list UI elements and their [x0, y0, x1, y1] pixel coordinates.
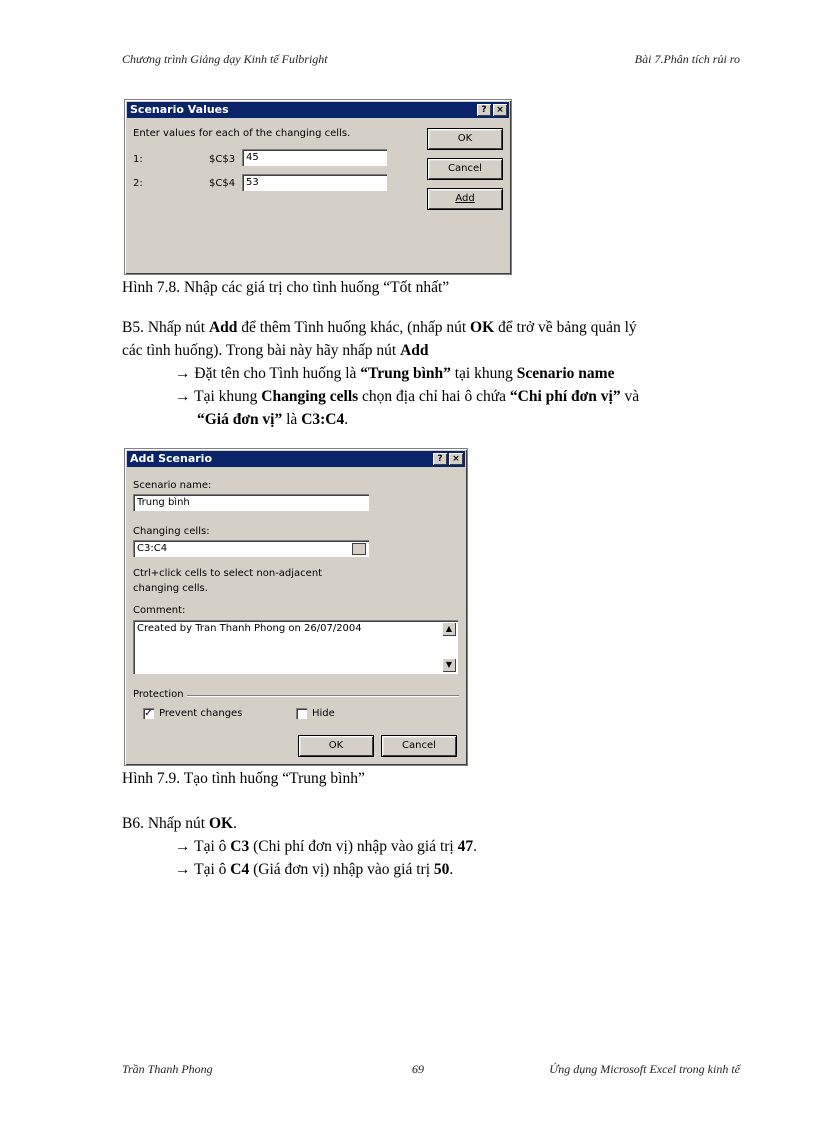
text-bold: C4 — [230, 861, 250, 878]
text: Tại khung — [194, 388, 262, 405]
hide-label: Hide — [312, 708, 335, 719]
scroll-down-icon[interactable]: ▼ — [442, 658, 456, 672]
header-left: Chương trình Giảng dạy Kinh tế Fulbright — [122, 52, 328, 66]
changing-cells-input[interactable] — [133, 540, 369, 557]
page-number: 69 — [412, 1062, 424, 1076]
b6-bullet-2 — [175, 859, 453, 881]
text: Tại ô — [194, 838, 231, 855]
text-bold: C3 — [230, 838, 250, 855]
figure-caption-2: Hình 7.9. Tạo tình huống “Trung bình” — [122, 770, 365, 787]
ok-button[interactable]: OK — [298, 735, 374, 757]
prevent-changes-label: Prevent changes — [159, 708, 243, 719]
text: . — [449, 861, 454, 878]
hide-checkbox[interactable] — [296, 708, 307, 719]
text-bold: OK — [208, 815, 234, 832]
text-bold: 50 — [433, 861, 450, 878]
arrow-icon: → — [175, 388, 191, 405]
changing-cells-label: Changing cells: — [133, 526, 210, 537]
text-bold: Scenario name — [516, 365, 615, 382]
text: và — [620, 388, 640, 405]
add-button[interactable]: Add — [427, 188, 503, 210]
text: để thêm Tình huống khác, (nhấp nút — [237, 319, 471, 336]
text: Đặt tên cho Tình huống là — [194, 365, 361, 382]
scroll-up-icon[interactable]: ▲ — [442, 622, 456, 636]
dialog-titlebar — [127, 451, 465, 467]
value-input-1[interactable]: 45 — [242, 149, 387, 166]
text-bold: “Trung bình” — [360, 365, 451, 382]
text: B6. Nhấp nút — [122, 815, 209, 832]
scenario-values-dialog — [124, 99, 512, 275]
hint-line-2: changing cells. — [133, 583, 208, 594]
help-icon[interactable]: ? — [433, 453, 447, 465]
row-cell-2: $C$4 — [209, 178, 236, 189]
text: tại khung — [450, 365, 517, 382]
b5-line-2 — [122, 340, 429, 362]
comment-value: Created by Tran Thanh Phong on 26/07/2004 — [137, 623, 362, 634]
value-input-2[interactable]: 53 — [242, 174, 387, 191]
scenario-name-input[interactable]: Trung bình — [133, 494, 369, 511]
add-scenario-dialog — [124, 448, 468, 766]
group-divider — [187, 695, 459, 697]
scenario-name-label: Scenario name: — [133, 480, 212, 491]
footer-left: Trần Thanh Phong — [122, 1062, 213, 1076]
row-index-1: 1: — [133, 154, 143, 165]
text-bold: Add — [208, 319, 238, 336]
arrow-icon: → — [175, 838, 191, 855]
text-bold: 47 — [457, 838, 474, 855]
dialog-title: Scenario Values — [130, 103, 229, 116]
text: (Chi phí đơn vị) nhập vào giá trị — [249, 838, 458, 855]
text: B5. Nhấp nút — [122, 319, 209, 336]
row-index-2: 2: — [133, 178, 143, 189]
b5-bullet-2-cont — [197, 409, 348, 431]
dialog-titlebar — [127, 102, 509, 118]
text: . — [233, 815, 237, 832]
b5-bullet-1 — [175, 363, 614, 385]
instruction-text: Enter values for each of the changing cells. — [133, 128, 351, 139]
cancel-button[interactable]: Cancel — [427, 158, 503, 180]
cancel-button[interactable]: Cancel — [381, 735, 457, 757]
row-cell-1: $C$3 — [209, 154, 236, 165]
arrow-icon: → — [175, 365, 191, 382]
header-right: Bài 7.Phân tích rủi ro — [634, 52, 740, 66]
text: là — [282, 411, 302, 428]
comment-label: Comment: — [133, 605, 186, 616]
text: . — [473, 838, 477, 855]
protection-label: Protection — [133, 689, 184, 700]
b6-paragraph — [122, 813, 237, 835]
text-bold: OK — [470, 319, 495, 336]
text: (Giá đơn vị) nhập vào giá trị — [249, 861, 434, 878]
text-bold: “Giá đơn vị” — [197, 411, 283, 428]
text: các tình huống). Trong bài này hãy nhấp nút — [122, 342, 401, 359]
changing-cells-value: C3:C4 — [137, 543, 168, 554]
b6-bullet-1 — [175, 836, 477, 858]
ok-button[interactable]: OK — [427, 128, 503, 150]
collapse-dialog-icon[interactable] — [352, 543, 366, 555]
close-icon[interactable]: × — [449, 453, 463, 465]
b5-paragraph — [122, 317, 742, 339]
text-bold: “Chi phí đơn vị” — [509, 388, 621, 405]
arrow-icon: → — [175, 861, 191, 878]
figure-caption-1: Hình 7.8. Nhập các giá trị cho tình huống “Tốt nhất” — [122, 279, 450, 296]
text: Tại ô — [194, 861, 231, 878]
help-icon[interactable]: ? — [477, 104, 491, 116]
text-bold: Changing cells — [261, 388, 359, 405]
prevent-changes-checkbox[interactable]: ✓ — [144, 708, 153, 719]
text: . — [344, 411, 349, 428]
text: để trở về bảng quản lý — [494, 319, 637, 336]
hint-line-1: Ctrl+click cells to select non-adjacent — [133, 568, 323, 579]
dialog-title: Add Scenario — [130, 452, 213, 465]
text-bold: C3:C4 — [301, 411, 345, 428]
close-icon[interactable]: × — [493, 104, 507, 116]
text: chọn địa chỉ hai ô chứa — [358, 388, 510, 405]
text-bold: Add — [400, 342, 429, 359]
footer-right: Ứng dụng Microsoft Excel trong kinh tế — [549, 1062, 740, 1076]
comment-textarea[interactable] — [133, 620, 458, 674]
b5-bullet-2 — [175, 386, 639, 408]
